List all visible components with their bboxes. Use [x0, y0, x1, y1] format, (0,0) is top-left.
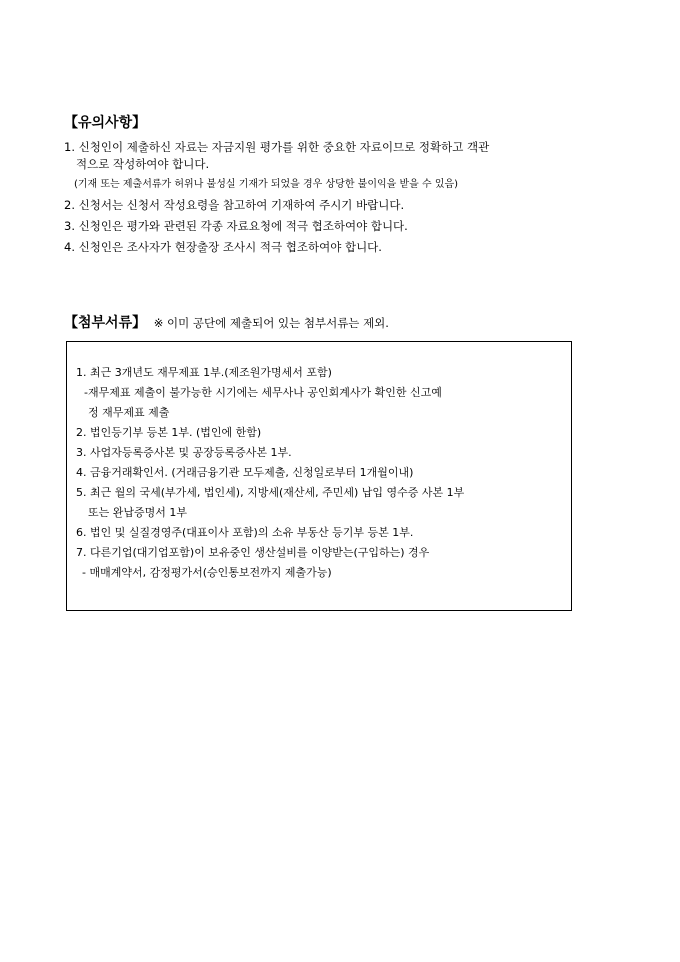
attachments-note: ※ 이미 공단에 제출되어 있는 첨부서류는 제외.	[153, 316, 389, 330]
attachment-line-3: 3. 사업자등록증사본 및 공장등록증사본 1부.	[76, 446, 292, 459]
note-item-1-line2: 적으로 작성하여야 합니다.	[76, 157, 210, 171]
attachment-line-7: 7. 다른기업(대기업포함)이 보유중인 생산설비를 이양받는(구입하는) 경우	[76, 546, 430, 559]
attachment-line-7-sub: - 매매계약서, 감정평가서(승인통보전까지 제출가능)	[82, 566, 332, 579]
attachment-line-5: 5. 최근 월의 국세(부가세, 법인세), 지방세(재산세, 주민세) 납입 영수증 사본 1부	[76, 486, 465, 499]
attachment-line-2: 2. 법인등기부 등본 1부. (법인에 한함)	[76, 426, 262, 439]
attachment-line-1: 1. 최근 3개년도 재무제표 1부.(제조원가명세서 포함)	[76, 366, 332, 379]
attachment-line-5-cont: 또는 완납증명서 1부	[88, 506, 187, 519]
note-item-4: 4. 신청인은 조사자가 현장출장 조사시 적극 협조하여야 합니다.	[64, 240, 382, 254]
note-item-3: 3. 신청인은 평가와 관련된 각종 자료요청에 적극 협조하여야 합니다.	[64, 219, 408, 233]
attachments-section	[64, 312, 630, 332]
attachment-line-4: 4. 금융거래확인서. (거래금융기관 모두제출, 신청일로부터 1개월이내)	[76, 466, 414, 479]
note-item-1-line1: 1. 신청인이 제출하신 자료는 자금지원 평가를 위한 중요한 자료이므로 정확하고 객관	[64, 140, 490, 154]
attachments-box	[66, 341, 572, 611]
attachments-heading: 【첨부서류】	[64, 315, 147, 331]
notes-section	[64, 112, 630, 260]
note-item-1	[64, 139, 630, 173]
note-item-1-subnote: (기재 또는 제출서류가 허위나 불성실 기재가 되었을 경우 상당한 불이익을 받을 수 있음)	[74, 179, 459, 190]
note-item-2: 2. 신청서는 신청서 작성요령을 참고하여 기재하여 주시기 바랍니다.	[64, 198, 405, 212]
attachment-line-1-sub: -재무제표 제출이 불가능한 시기에는 세무사나 공인회계사가 확인한 신고예	[84, 386, 442, 399]
attachment-line-1-cont: 정 재무제표 제출	[88, 406, 170, 419]
attachment-line-6: 6. 법인 및 실질경영주(대표이사 포함)의 소유 부동산 등기부 등본 1부.	[76, 526, 414, 539]
notes-heading: 【유의사항】	[64, 115, 147, 131]
